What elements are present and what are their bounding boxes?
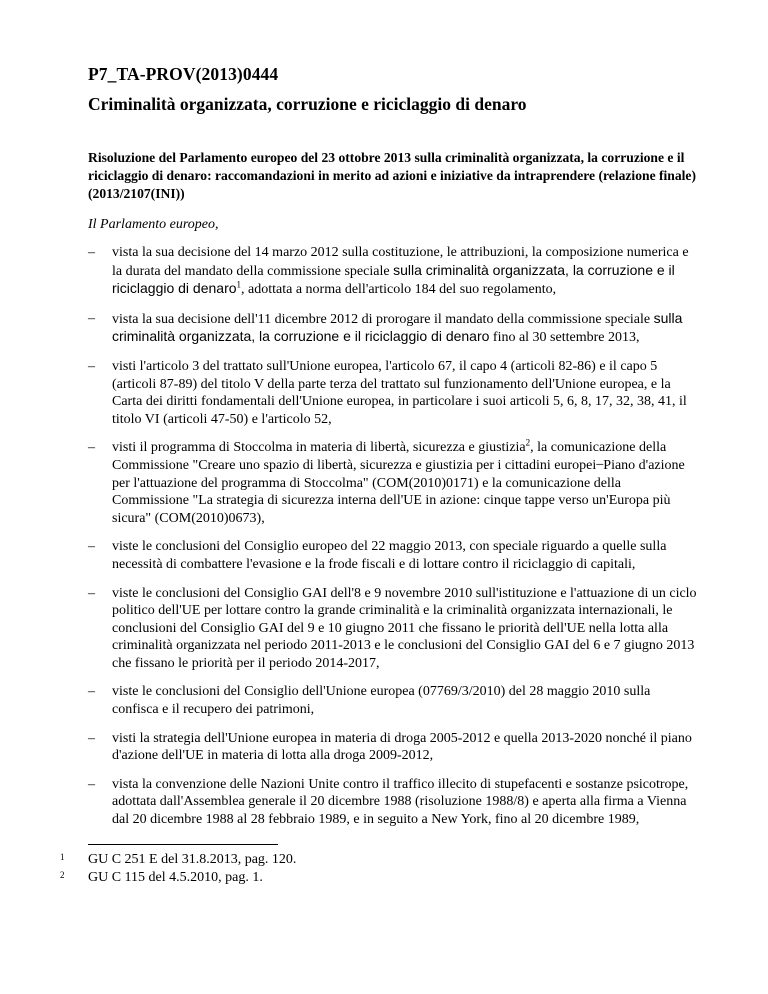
- citation-text: vista la sua decisione dell'11 dicembre 2012 di prorogare il mandato della commissione speciale: [112, 311, 654, 327]
- citation-text: viste le conclusioni del Consiglio GAI dell'8 e 9 novembre 2010 sull'istituzione e l'attuazione di un ciclo politico dell'UE per lottare contro la grande criminalità e la criminalità organizzata internazionali, le conclusioni del Consiglio GAI del 9 e 10 giugno 2011 che fissano le priorità dell'UE nella lotta alla criminalità organizzata nel periodo 2011-2013 e le conclusioni del Consiglio GAI del 6 e 7 giugno 2013 che fissano le priorità per il periodo 2014-2017,: [112, 585, 697, 671]
- document-title: Criminalità organizzata, corruzione e riciclaggio di denaro: [88, 94, 527, 114]
- citation-item: [88, 310, 698, 347]
- parliament-suffix: ,: [215, 217, 219, 232]
- citation-text: , adottata a norma dell'articolo 184 del suo regolamento,: [241, 282, 557, 298]
- citation-item: [88, 538, 698, 573]
- citation-text: visti la strategia dell'Unione europea in materia di droga 2005-2012 e quella 2013-2020 nonché il piano d'azione dell'UE in materia di lotta alla droga 2009-2012,: [112, 730, 692, 764]
- footnote-separator: [88, 844, 278, 845]
- dash-bullet: –: [88, 539, 95, 555]
- committee-name: sulla criminalità organizzata, la corruzione e il riciclaggio di denaro: [112, 261, 675, 297]
- footnote-ref[interactable]: 1: [236, 279, 242, 290]
- document-code: P7_TA-PROV(2013)0444: [88, 64, 279, 84]
- citation-item: [88, 358, 698, 428]
- dash-bullet: –: [88, 776, 95, 792]
- citation-item: [88, 244, 698, 299]
- citation-item: [88, 683, 698, 718]
- citation-item: [88, 439, 698, 527]
- parliament-heading: [88, 217, 219, 233]
- parliament-label: Il Parlamento europeo: [88, 217, 216, 232]
- dash-bullet: –: [88, 245, 95, 260]
- dash-bullet: –: [88, 310, 95, 326]
- citation-list: [88, 244, 698, 840]
- dash-bullet: –: [88, 358, 95, 374]
- citation-text: viste le conclusioni del Consiglio europeo del 22 maggio 2013, con speciale riguardo a quelle sulla necessità di combattere l'evasione e la frode fiscali e di lottare contro il riciclaggio di capitali,: [112, 539, 667, 572]
- footnote-number: 2: [60, 870, 65, 880]
- citation-item: [88, 730, 698, 765]
- footnote-text: GU C 115 del 4.5.2010, pag. 1.: [88, 870, 263, 885]
- citation-text: vista la convenzione delle Nazioni Unite contro il traffico illecito di stupefacenti e sostanze psicotrope, adottata dall'Assemblea generale il 20 dicembre 1988 (risoluzione 1988/8) e aperta alla firma a Vienna dal 20 dicembre 1988 al 28 febbraio 1989, e in seguito a New York, fino al 20 dicembre 1989,: [112, 776, 689, 828]
- citation-text: viste le conclusioni del Consiglio dell'Unione europea (07769/3/2010) del 28 maggio 2010 sulla confisca e il recupero dei patrimoni,: [112, 684, 651, 718]
- resolution-title: Risoluzione del Parlamento europeo del 23 ottobre 2013 sulla criminalità organizzata, la corruzione e il riciclaggio di denaro: raccomandazioni in merito ad azioni e iniziative da intraprendere (relazione finale) (2013/2107(INI)): [88, 150, 696, 201]
- citation-item: [88, 585, 698, 673]
- committee-name: sulla criminalità organizzata, la corruzione e il riciclaggio di denaro: [112, 309, 683, 345]
- footnote-number: 1: [60, 852, 65, 862]
- citation-text: visti il programma di Stoccolma in materia di libertà, sicurezza e giustizia: [112, 440, 526, 456]
- dash-bullet: –: [88, 684, 95, 700]
- citation-text: vista la sua decisione del 14 marzo 2012 sulla costituzione, le attribuzioni, la composizione numerica e la durata del mandato della commissione speciale: [112, 245, 689, 279]
- footnote-ref[interactable]: 2: [525, 437, 531, 448]
- citation-item: [88, 776, 698, 829]
- citation-text: visti l'articolo 3 del trattato sull'Unione europea, l'articolo 67, il capo 4 (articoli 82-86) e il capo 5 (articoli 87-89) del titolo V della parte terza del trattato sul funzionamento dell'Unione europea, e la Carta dei diritti fondamentali dell'Unione europea, in particolare i suoi articoli 5, 6, 8, 17, 32, 38, 41, il titolo VI (articoli 47-50) e l'articolo 52,: [112, 358, 687, 427]
- dash-bullet: –: [88, 730, 95, 746]
- footnote-2: [60, 870, 263, 886]
- footnote-1: [60, 852, 296, 868]
- citation-text: fino al 30 settembre 2013,: [489, 330, 640, 346]
- footnote-text: GU C 251 E del 31.8.2013, pag. 120.: [88, 852, 297, 867]
- citation-text: , la comunicazione della Commissione "Creare uno spazio di libertà, sicurezza e giustizia per i cittadini europei ̶ Piano d'azione per l'attuazione del programma di Stoccolma" (COM(2010)0171) e la comunicazione della Commissione "La strategia di sicurezza interna dell'UE in azione: cinque tappe verso un'Europa più sicura" (COM(2010)0673),: [112, 440, 685, 526]
- dash-bullet: –: [88, 585, 95, 601]
- dash-bullet: –: [88, 440, 95, 456]
